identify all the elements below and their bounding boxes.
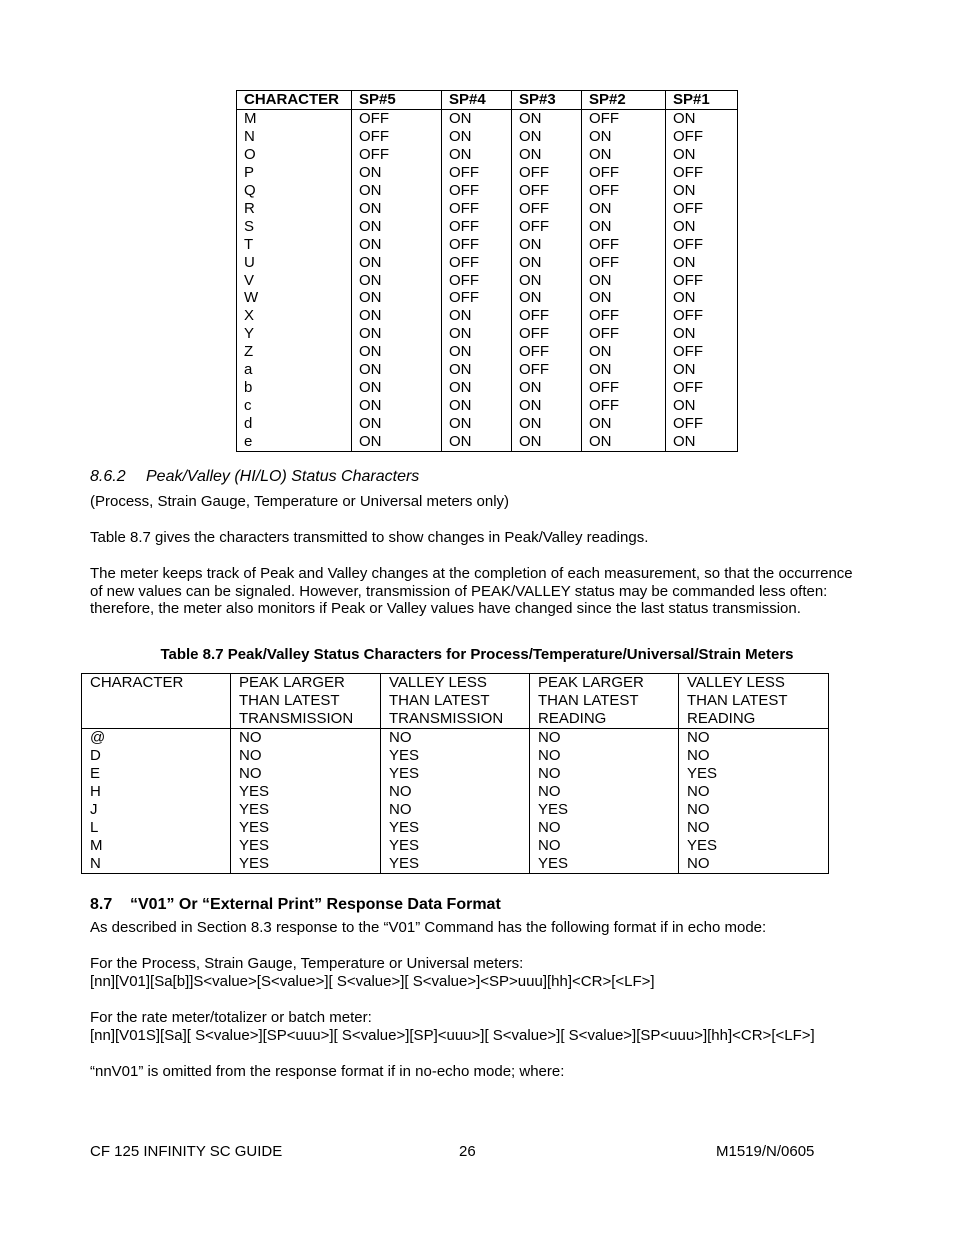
table-cell: OFF: [442, 272, 512, 290]
table-cell: OFF: [442, 289, 512, 307]
table-cell: ON: [442, 128, 512, 146]
table-cell: YES: [679, 765, 829, 783]
table-cell: YES: [530, 855, 679, 874]
table-cell: ON: [442, 361, 512, 379]
table-cell: L: [82, 819, 231, 837]
table-row: [237, 164, 738, 182]
table-cell: ON: [442, 343, 512, 361]
section-title: “V01” Or “External Print” Response Data Format: [130, 896, 501, 913]
footer-doc-title: CF 125 INFINITY SC GUIDE: [90, 1143, 283, 1160]
table-row: [82, 729, 829, 748]
table-cell: OFF: [512, 325, 582, 343]
section-subtitle: (Process, Strain Gauge, Temperature or Universal meters only): [90, 493, 510, 510]
column-header: PEAK LARGER THAN LATEST TRANSMISSION: [231, 674, 381, 729]
column-header: CHARACTER: [82, 674, 231, 729]
table-cell: OFF: [666, 128, 738, 146]
table-cell: NO: [231, 765, 381, 783]
table-cell: ON: [352, 289, 442, 307]
table-row: [237, 109, 738, 127]
table-cell: NO: [530, 729, 679, 748]
table-cell: N: [237, 128, 352, 146]
footer-page-number: 26: [459, 1143, 476, 1160]
setpoint-status-table: [236, 90, 738, 452]
table-cell: OFF: [666, 307, 738, 325]
table-cell: OFF: [666, 164, 738, 182]
table-cell: ON: [666, 397, 738, 415]
table-cell: NO: [530, 837, 679, 855]
table-cell: ON: [512, 254, 582, 272]
table-cell: ON: [582, 433, 666, 451]
table-cell: OFF: [582, 109, 666, 127]
table-row: [237, 415, 738, 433]
table-row: [237, 343, 738, 361]
table-cell: YES: [381, 765, 530, 783]
table-cell: NO: [679, 783, 829, 801]
table-row: [237, 218, 738, 236]
table-cell: ON: [442, 307, 512, 325]
table-cell: c: [237, 397, 352, 415]
table-row: [82, 801, 829, 819]
table-cell: D: [82, 747, 231, 765]
table-cell: ON: [512, 397, 582, 415]
table-cell: J: [82, 801, 231, 819]
table-cell: NO: [530, 783, 679, 801]
table-cell: OFF: [512, 218, 582, 236]
table-cell: OFF: [666, 200, 738, 218]
table-cell: @: [82, 729, 231, 748]
table-cell: ON: [666, 146, 738, 164]
table-cell: ON: [582, 272, 666, 290]
table-cell: OFF: [512, 164, 582, 182]
table-cell: ON: [582, 361, 666, 379]
table-cell: ON: [666, 325, 738, 343]
table-cell: NO: [530, 819, 679, 837]
table-cell: NO: [381, 783, 530, 801]
table-cell: ON: [666, 182, 738, 200]
table-cell: NO: [381, 729, 530, 748]
table-cell: Y: [237, 325, 352, 343]
table-cell: ON: [442, 433, 512, 451]
table-cell: a: [237, 361, 352, 379]
table-cell: NO: [381, 801, 530, 819]
table-cell: YES: [231, 819, 381, 837]
table-cell: ON: [666, 361, 738, 379]
table-row: [237, 200, 738, 218]
table-cell: OFF: [352, 146, 442, 164]
table-cell: Q: [237, 182, 352, 200]
table-cell: ON: [442, 146, 512, 164]
table-cell: ON: [442, 109, 512, 127]
table-cell: OFF: [512, 182, 582, 200]
table-cell: ON: [512, 289, 582, 307]
table-cell: NO: [679, 819, 829, 837]
table-cell: OFF: [512, 307, 582, 325]
table-cell: OFF: [666, 236, 738, 254]
table-cell: ON: [352, 397, 442, 415]
table-cell: ON: [352, 272, 442, 290]
table-cell: X: [237, 307, 352, 325]
table-cell: ON: [582, 415, 666, 433]
table-cell: ON: [352, 361, 442, 379]
column-header: VALLEY LESS THAN LATEST READING: [679, 674, 829, 729]
table-cell: M: [237, 109, 352, 127]
column-header: SP#4: [442, 91, 512, 110]
table-cell: ON: [582, 128, 666, 146]
table-cell: YES: [381, 747, 530, 765]
table-cell: OFF: [442, 200, 512, 218]
table-cell: OFF: [582, 182, 666, 200]
table-cell: OFF: [442, 218, 512, 236]
column-header: VALLEY LESS THAN LATEST TRANSMISSION: [381, 674, 530, 729]
table-cell: OFF: [352, 128, 442, 146]
table-cell: e: [237, 433, 352, 451]
table-cell: d: [237, 415, 352, 433]
table-header-row: [237, 91, 738, 110]
table-cell: ON: [352, 307, 442, 325]
table-cell: NO: [231, 729, 381, 748]
table-row: [237, 325, 738, 343]
table-cell: NO: [530, 747, 679, 765]
table-cell: ON: [666, 109, 738, 127]
table-cell: YES: [231, 855, 381, 874]
paragraph-process-intro: For the Process, Strain Gauge, Temperature or Universal meters:: [90, 955, 524, 972]
table-cell: ON: [352, 379, 442, 397]
table-cell: OFF: [582, 379, 666, 397]
table-row: [237, 146, 738, 164]
table-cell: OFF: [582, 325, 666, 343]
table-cell: ON: [582, 146, 666, 164]
table-cell: O: [237, 146, 352, 164]
table-cell: M: [82, 837, 231, 855]
table-cell: OFF: [442, 182, 512, 200]
table-cell: OFF: [512, 343, 582, 361]
table-row: [82, 783, 829, 801]
table-row: [237, 236, 738, 254]
table-cell: ON: [582, 343, 666, 361]
table-cell: P: [237, 164, 352, 182]
paragraph-table-intro: Table 8.7 gives the characters transmitted to show changes in Peak/Valley readings.: [90, 529, 649, 546]
table-cell: ON: [352, 164, 442, 182]
table-cell: ON: [442, 325, 512, 343]
peak-valley-table: [81, 673, 829, 874]
table-cell: ON: [352, 182, 442, 200]
table-cell: V: [237, 272, 352, 290]
table-row: [82, 855, 829, 874]
table-cell: T: [237, 236, 352, 254]
table-row: [82, 837, 829, 855]
table-cell: ON: [512, 415, 582, 433]
table-cell: ON: [512, 128, 582, 146]
table-cell: YES: [381, 837, 530, 855]
table-cell: ON: [352, 200, 442, 218]
section-number: 8.7: [90, 896, 113, 913]
table-cell: YES: [381, 855, 530, 874]
table-cell: YES: [231, 783, 381, 801]
table-row: [237, 289, 738, 307]
table-row: [237, 397, 738, 415]
section-heading-8-6-2: [90, 468, 419, 486]
section-number: 8.6.2: [90, 468, 126, 485]
table-cell: ON: [512, 109, 582, 127]
table-row: [237, 272, 738, 290]
column-header: SP#3: [512, 91, 582, 110]
column-header: SP#1: [666, 91, 738, 110]
table-cell: NO: [530, 765, 679, 783]
table-row: [237, 182, 738, 200]
column-header: SP#5: [352, 91, 442, 110]
table-row: [82, 819, 829, 837]
table-cell: ON: [352, 254, 442, 272]
table-cell: ON: [352, 325, 442, 343]
table-cell: YES: [231, 837, 381, 855]
table-header-row: [82, 674, 829, 729]
table-row: [237, 254, 738, 272]
table-cell: ON: [666, 254, 738, 272]
process-response-format: [nn][V01][Sa[b]]S<value>[S<value>][ S<value>][ S<value>]<SP>uuu][hh]<CR>[<LF>]: [90, 973, 655, 990]
table-cell: OFF: [666, 272, 738, 290]
table-cell: ON: [352, 343, 442, 361]
paragraph-echo-mode: As described in Section 8.3 response to the “V01” Command has the following format if in echo mode:: [90, 919, 767, 936]
table-cell: OFF: [442, 254, 512, 272]
column-header: CHARACTER: [237, 91, 352, 110]
table-cell: OFF: [582, 397, 666, 415]
table-cell: OFF: [582, 236, 666, 254]
table-cell: YES: [231, 801, 381, 819]
table-row: [237, 307, 738, 325]
table-cell: ON: [582, 289, 666, 307]
section-title: Peak/Valley (HI/LO) Status Characters: [146, 468, 420, 485]
table-row: [82, 765, 829, 783]
table-cell: b: [237, 379, 352, 397]
table-cell: ON: [512, 236, 582, 254]
table-cell: YES: [679, 837, 829, 855]
table-cell: ON: [666, 218, 738, 236]
table-cell: OFF: [442, 236, 512, 254]
table-cell: NO: [679, 729, 829, 748]
table-cell: H: [82, 783, 231, 801]
table-cell: OFF: [666, 415, 738, 433]
table-cell: ON: [442, 415, 512, 433]
table-cell: OFF: [512, 200, 582, 218]
table-cell: ON: [582, 200, 666, 218]
table-cell: NO: [679, 855, 829, 874]
table-cell: N: [82, 855, 231, 874]
table-row: [237, 361, 738, 379]
table-cell: ON: [512, 379, 582, 397]
table-cell: ON: [512, 146, 582, 164]
table-cell: OFF: [666, 379, 738, 397]
rate-response-format: [nn][V01S][Sa][ S<value>][SP<uuu>][ S<value>][SP]<uuu>][ S<value>][ S<value>][SP<uuu>][hh]<CR>[<LF>]: [90, 1027, 815, 1044]
table-cell: NO: [679, 801, 829, 819]
table-row: [82, 747, 829, 765]
table-cell: ON: [666, 433, 738, 451]
section-heading-8-7: [90, 896, 501, 914]
table-cell: NO: [231, 747, 381, 765]
paragraph-rate-intro: For the rate meter/totalizer or batch meter:: [90, 1009, 372, 1026]
table-cell: OFF: [666, 343, 738, 361]
table-cell: ON: [666, 289, 738, 307]
table-cell: ON: [442, 379, 512, 397]
table-row: [237, 433, 738, 451]
table-cell: ON: [352, 433, 442, 451]
table-cell: OFF: [512, 361, 582, 379]
table-row: [237, 128, 738, 146]
table-cell: ON: [352, 415, 442, 433]
table-cell: R: [237, 200, 352, 218]
table-cell: NO: [679, 747, 829, 765]
paragraph-peak-valley: The meter keeps track of Peak and Valley changes at the completion of each measurement, so that the occurrence of new values can be signaled. However, transmission of PEAK/VALLEY status may be commanded less often: therefore, the meter also monitors if Peak or Valley values have changed since the last status transmission.: [90, 565, 853, 618]
table-cell: U: [237, 254, 352, 272]
table-cell: ON: [442, 397, 512, 415]
table-cell: ON: [352, 236, 442, 254]
table-cell: Z: [237, 343, 352, 361]
table-cell: OFF: [352, 109, 442, 127]
paragraph-no-echo: “nnV01” is omitted from the response format if in no-echo mode; where:: [90, 1063, 565, 1080]
table-cell: ON: [512, 433, 582, 451]
table-cell: OFF: [442, 164, 512, 182]
table-cell: YES: [381, 819, 530, 837]
table-cell: ON: [582, 218, 666, 236]
table-cell: YES: [530, 801, 679, 819]
table-cell: OFF: [582, 164, 666, 182]
table-cell: E: [82, 765, 231, 783]
table-cell: ON: [352, 218, 442, 236]
column-header: SP#2: [582, 91, 666, 110]
table-cell: S: [237, 218, 352, 236]
table-caption: Table 8.7 Peak/Valley Status Characters for Process/Temperature/Universal/Strain Meters: [160, 646, 794, 663]
table-cell: W: [237, 289, 352, 307]
table-cell: OFF: [582, 254, 666, 272]
table-cell: ON: [512, 272, 582, 290]
column-header: PEAK LARGER THAN LATEST READING: [530, 674, 679, 729]
footer-doc-code: M1519/N/0605: [716, 1143, 815, 1160]
table-row: [237, 379, 738, 397]
table-cell: OFF: [582, 307, 666, 325]
